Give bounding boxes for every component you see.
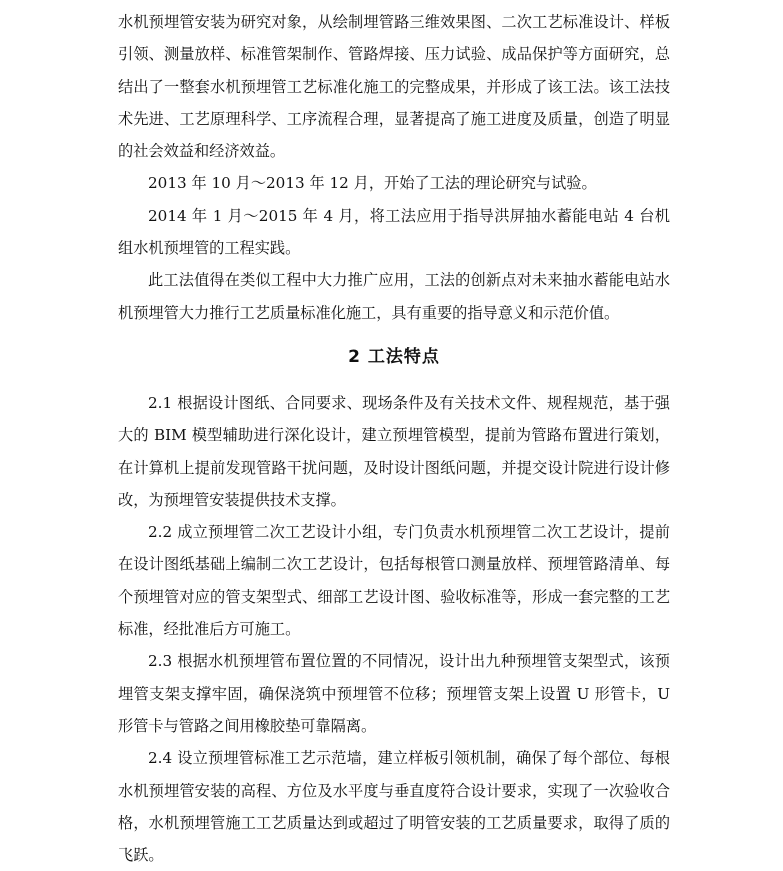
feature-item-2-4: 2.4 设立预埋管标准工艺示范墙，建立样板引领机制，确保了每个部位、每根水机预埋管安装的高程、方位及水平度与垂直度符合设计要求，实现了一次验收合格，水机预埋管施工工艺质量达到或超过了明管安装的工艺质量要求，取得了质的飞跃。 bbox=[118, 749, 670, 865]
feature-item-2-2: 2.2 成立预埋管二次工艺设计小组，专门负责水机预埋管二次工艺设计，提前在设计图纸基础上编制二次工艺设计，包括每根管口测量放样、预埋管路清单、每个预埋管对应的管支架型式、细部工艺设计图、验收标准等，形成一套完整的工艺标准，经批准后方可施工。 bbox=[118, 523, 670, 639]
body-paragraph-theory-period: 2013 年 10 月～2013 年 12 月，开始了工法的理论研究与试验。 bbox=[148, 174, 597, 193]
body-paragraph-continued: 水机预埋管安装为研究对象，从绘制埋管路三维效果图、二次工艺标准设计、样板引领、测量放样、标准管架制作、管路焊接、压力试验、成品保护等方面研究，总结出了一整套水机预埋管工艺标准化施工的完整成果，并形成了该工法。该工法技术先进、工艺原理科学、工序流程合理，显著提高了施工进度及质量，创造了明显的社会效益和经济效益。 bbox=[118, 13, 670, 161]
body-paragraph-application-period: 2014 年 1 月～2015 年 4 月，将工法应用于指导洪屏抽水蓄能电站 4 台机组水机预埋管的工程实践。 bbox=[118, 206, 670, 258]
document-page bbox=[118, 6, 670, 871]
body-paragraph-promotion: 此工法值得在类似工程中大力推广应用，工法的创新点对未来抽水蓄能电站水机预埋管大力推行工艺质量标准化施工，具有重要的指导意义和示范价值。 bbox=[118, 271, 670, 322]
feature-item-2-1: 2.1 根据设计图纸、合同要求、现场条件及有关技术文件、规程规范，基于强大的 BIM 模型辅助进行深化设计，建立预埋管模型，提前为管路布置进行策划，在计算机上提前发现管路干扰问题，及时设计图纸问题，并提交设计院进行设计修改，为预埋管安装提供技术支撑。 bbox=[118, 393, 670, 509]
feature-item-2-3: 2.3 根据水机预埋管布置位置的不同情况，设计出九种预埋管支架型式，该预埋管支架支撑牢固，确保浇筑中预埋管不位移；预埋管支架上设置 U 形管卡，U 形管卡与管路之间用橡胶垫可靠隔离。 bbox=[118, 652, 670, 735]
section-heading: 2 工法特点 bbox=[348, 346, 440, 367]
